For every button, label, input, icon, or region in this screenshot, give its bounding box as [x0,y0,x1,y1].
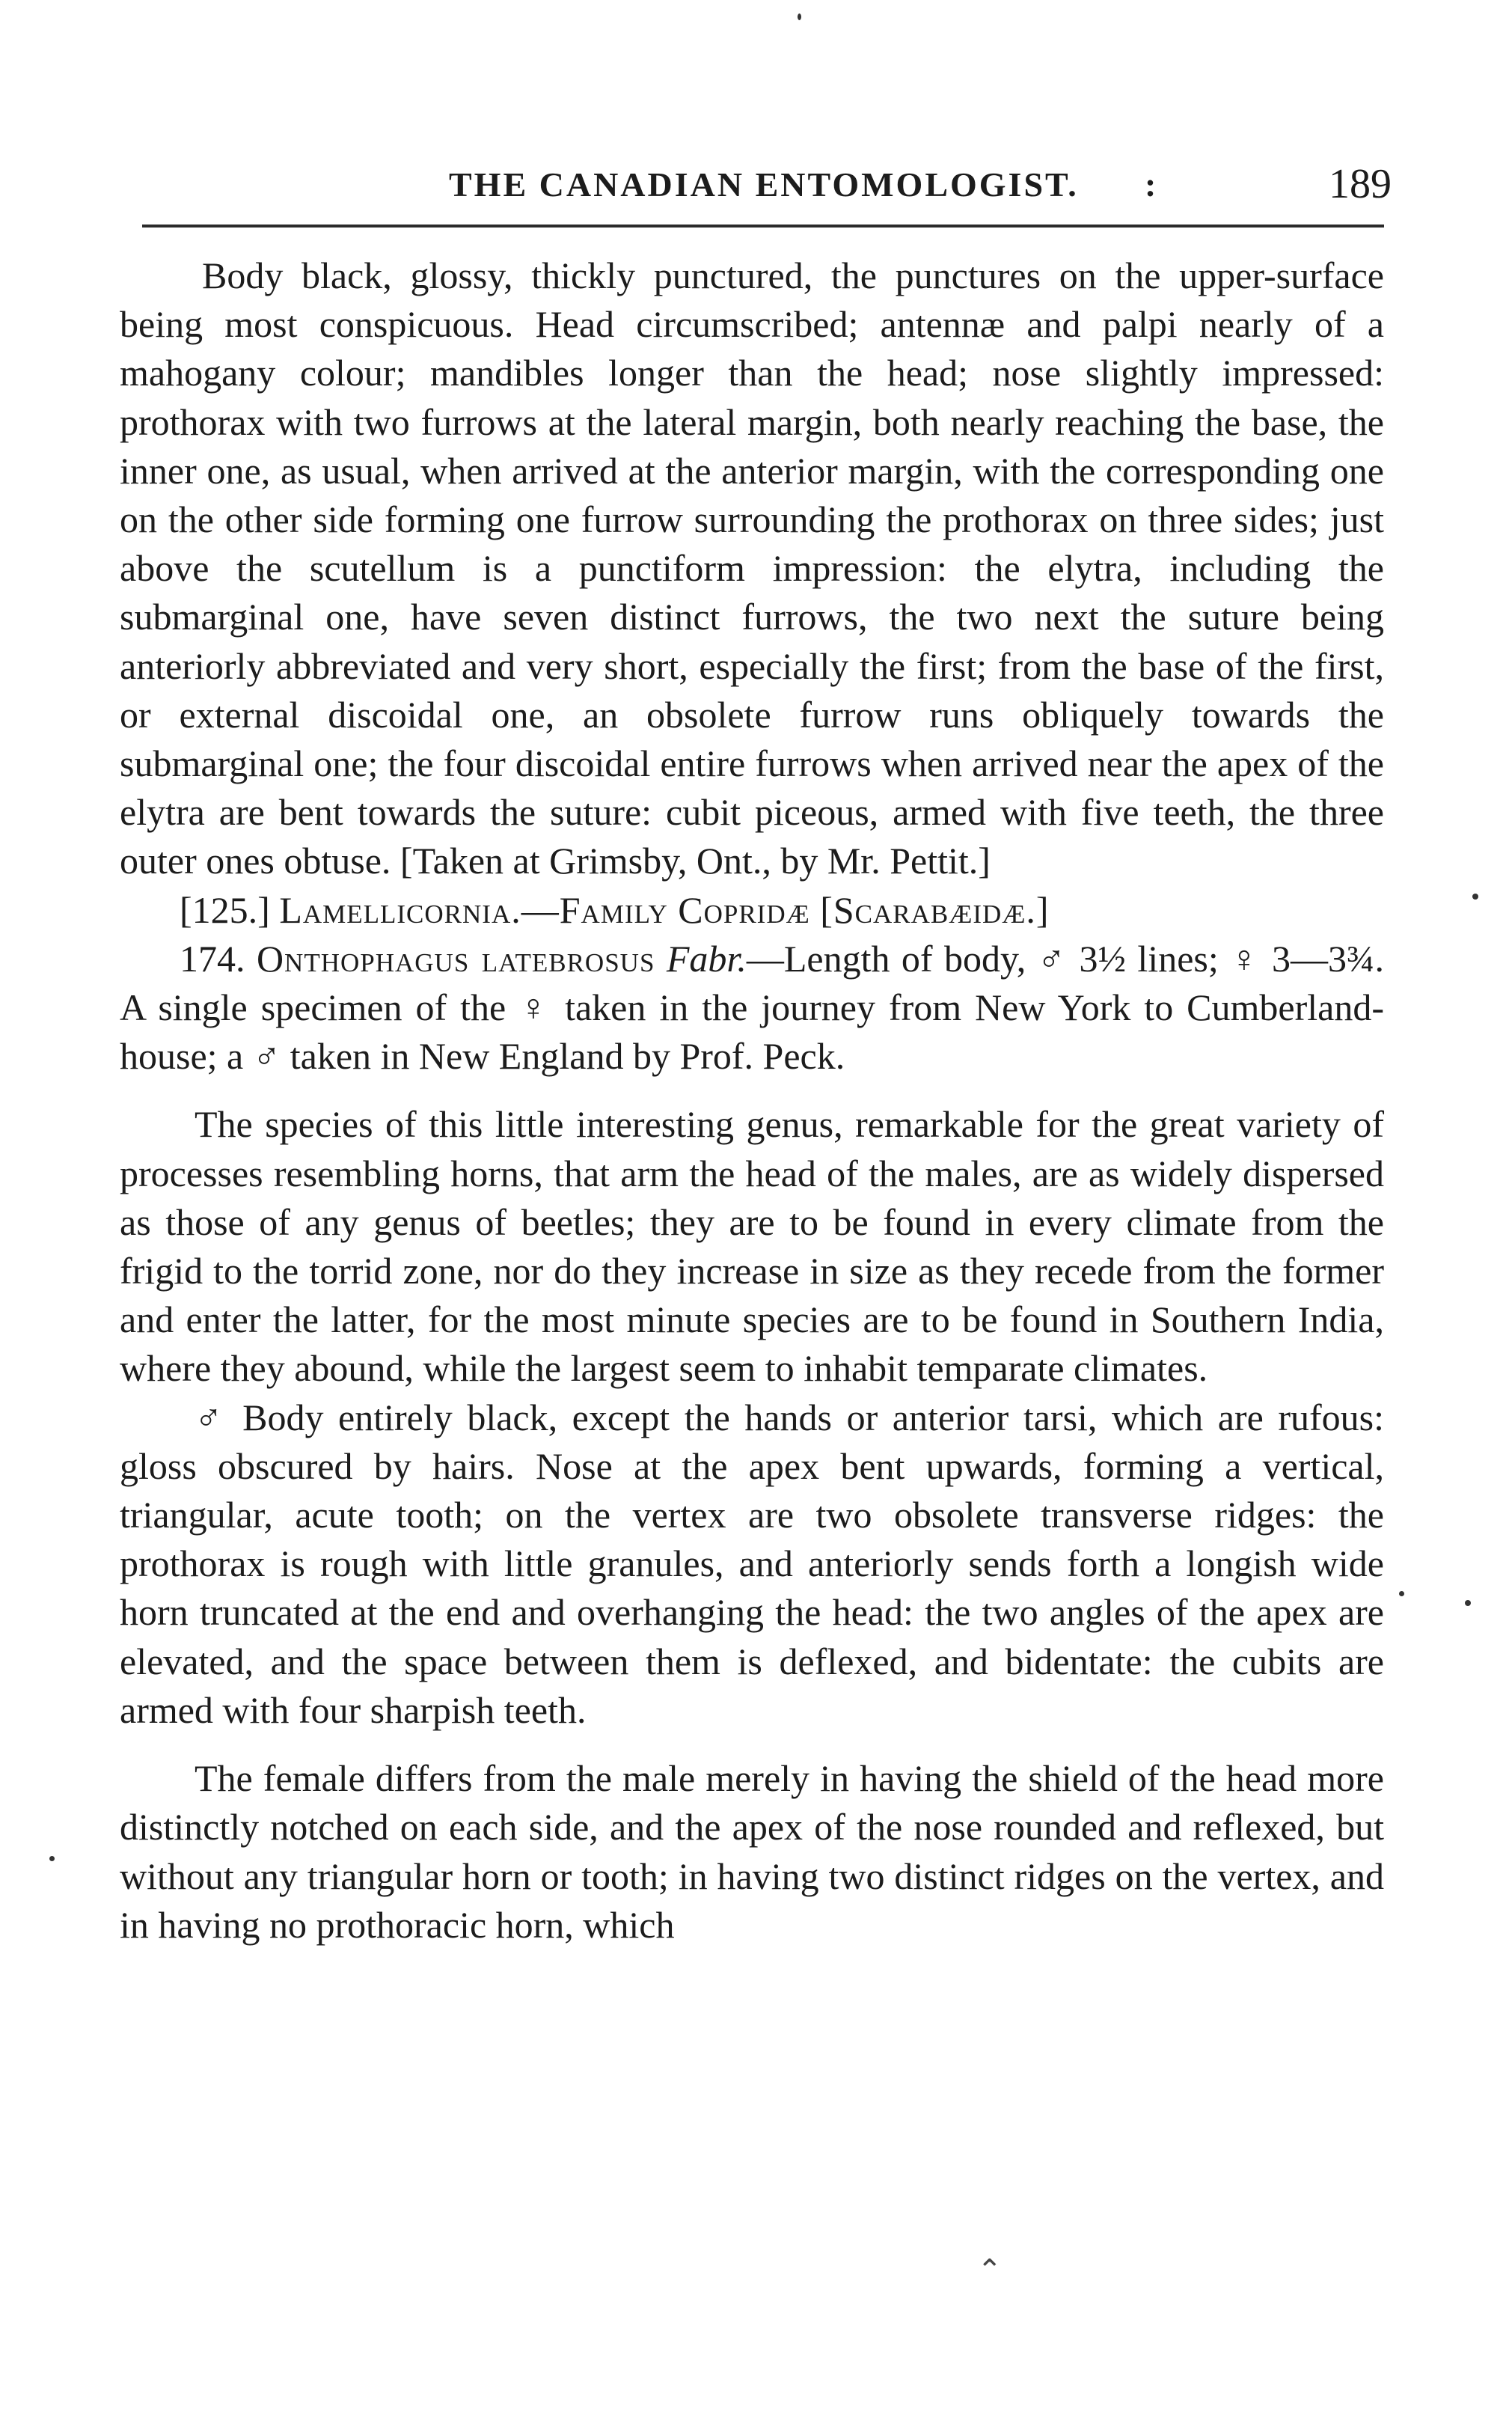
paragraph-genus-remarks: The species of this little interesting genus, remarkable for the great variety of processes resembling horns, that arm the head of the males, are as widely dispersed as those of any genus of beetles; they are to be found in every climate from the frigid to the torrid zone, nor do they increase in size as they recede from the former and enter the latter, for the most minute species are to be found in Southern India, where they abound, while the largest seem to inhabit temparate climates. [120,1103,1384,1390]
page-body [120,251,1384,1950]
running-title: THE CANADIAN ENTOMOLOGIST. [449,165,1079,204]
margin-speck-2 [1399,1591,1404,1596]
paragraph-description-continued: Body black, glossy, thickly punctured, the punctures on the upper-surface being most conspicuous. Head circumscribed; antennæ and palpi nearly of a mahogany colour; mandibles longer than the head; nose slightly impressed: prothorax with two furrows at the lateral margin, both nearly reaching the base, the inner one, as usual, when arrived at the anterior margin, with the corresponding one on the other side forming one furrow surrounding the prothorax on three sides; just above the scutellum is a punctiform impression: the elytra, including the submarginal one, have seven distinct furrows, the two next the suture being anteriorly abbreviated and very short, especially the first; from the base of the first, or external discoidal one, an obsolete furrow runs obliquely towards the submarginal one; the four discoidal entire furrows when arrived near the apex of the elytra are bent towards the suture: cubit piceous, armed with five teeth, the three outer ones obtuse. [Taken at Grimsby, Ont., by Mr. Pettit.] [120,254,1384,882]
print-speck-top [798,13,801,20]
section-number: [125.] [180,888,270,931]
footer-mark: ⌃ [977,2253,1003,2287]
margin-speck-1 [1472,894,1478,900]
section-title: Lamellicornia.—Family Copridæ [Scarabæidæ.] [279,888,1050,931]
species-measurements: —Length of body, ♂ 3½ lines; ♀ 3—3¾. A single specimen of the ♀ taken in the journey from New York to Cumberland-house; a ♂ taken in New England by Prof. Peck. [120,937,1385,1078]
header-colon-mark: : [1145,165,1157,204]
margin-speck-4 [49,1856,55,1861]
paragraph-male-description: ♂ Body entirely black, except the hands or anterior tarsi, which are rufous: gloss obscured by hairs. Nose at the apex bent upwards, forming a vertical, triangular, acute tooth; on the vertex are two obsolete transverse ridges: the prothorax is rough with little granules, and anteriorly sends forth a longish wide horn truncated at the end and overhanging the head: the two angles of the apex are elevated, and the space between them is deflexed, and bidentate: the cubits are armed with four sharpish teeth. [120,1396,1384,1731]
species-entry [120,935,1384,1081]
section-heading [120,886,1384,935]
species-number: 174. [180,937,245,980]
species-name: Onthophagus latebrosus [256,937,655,980]
species-author: Fabr. [666,937,747,980]
page-number: 189 [1329,161,1392,207]
paragraph-female-description: The female differs from the male merely in having the shield of the head more distinctly notched on each side, and the apex of the nose rounded and reflexed, but without any triangular horn or tooth; in having two distinct ridges on the vertex, and in having no prothoracic horn, which [120,1757,1384,1946]
page-header [120,150,1392,217]
margin-speck-3 [1465,1600,1471,1606]
header-rule [142,225,1384,228]
